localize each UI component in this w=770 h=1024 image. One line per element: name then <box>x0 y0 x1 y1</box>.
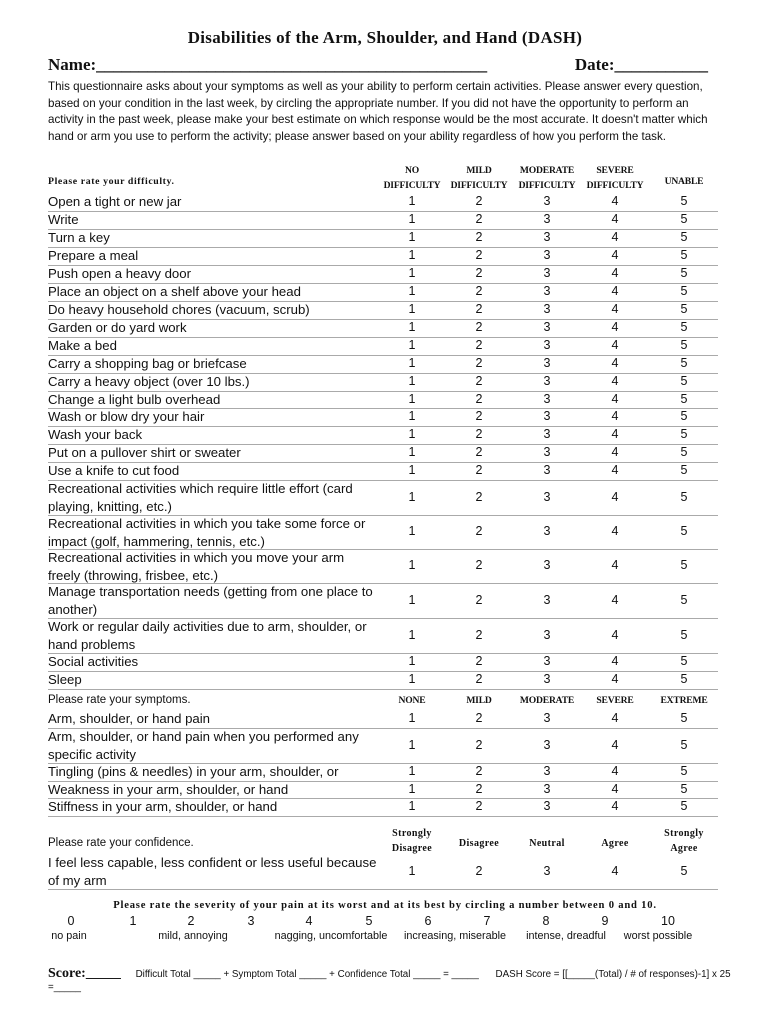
question-text: Weakness in your arm, shoulder, or hand <box>48 782 289 797</box>
column-header: SEVERE DIFFICULTY <box>586 165 644 191</box>
rating-option[interactable]: 1 <box>408 672 416 686</box>
column-header: MODERATE DIFFICULTY <box>518 165 576 191</box>
column-header: SEVERE <box>596 695 634 706</box>
question-text: Carry a heavy object (over 10 lbs.) <box>48 374 250 389</box>
rating-option[interactable]: 1 <box>408 737 416 752</box>
rating-option[interactable]: 1 <box>408 230 416 244</box>
rating-option[interactable]: 4 <box>611 463 619 477</box>
rating-option[interactable]: 3 <box>543 764 551 778</box>
rating-option[interactable]: 2 <box>475 391 483 406</box>
pain-scale-number[interactable]: 1 <box>129 914 137 928</box>
question-row <box>48 337 718 356</box>
rating-option[interactable]: 1 <box>408 764 416 778</box>
rating-option[interactable]: 5 <box>680 558 688 572</box>
rating-option[interactable]: 4 <box>611 799 619 813</box>
pain-scale-number[interactable]: 4 <box>305 914 313 928</box>
question-row <box>48 408 718 427</box>
question-row <box>48 391 718 409</box>
rating-option[interactable]: 3 <box>543 212 551 226</box>
question-text: I feel less capable, less confident or less useful because of my arm <box>48 855 377 888</box>
pain-scale-number[interactable]: 9 <box>601 914 609 928</box>
section-header <box>48 826 718 854</box>
question-text: Social activities <box>48 654 139 669</box>
rating-option[interactable]: 2 <box>475 266 483 280</box>
rating-option[interactable]: 4 <box>611 302 619 316</box>
rating-option[interactable]: 4 <box>611 248 619 262</box>
column-header: NONE <box>398 695 426 706</box>
question-row <box>48 480 718 516</box>
question-row <box>48 728 718 764</box>
question-row <box>48 193 718 212</box>
column-header: UNABLE <box>664 176 704 187</box>
rating-option[interactable]: 1 <box>408 489 416 504</box>
intro-paragraph: This questionnaire asks about your symptoms as well as your ability to perform certain activities. Please answer every question, based on your condition in the last week, by circling the appropriate number. If you did not have the opportunity to perform an activity in the past week, please make your best estimate on which response would be the most accurate. It doesn't matter which hand or arm you use to perform the activity; please answer based on your ability regardless of how you perform the task. <box>48 80 708 143</box>
pain-scale-number[interactable]: 2 <box>187 914 195 928</box>
question-text: Recreational activities in which you move your arm freely (throwing, frisbee, etc.) <box>48 550 345 583</box>
rating-option[interactable]: 5 <box>680 212 688 226</box>
column-header: EXTREME <box>660 695 708 706</box>
question-text: Turn a key <box>48 230 110 245</box>
rating-option[interactable]: 2 <box>475 212 483 226</box>
column-header: Strongly Agree <box>664 828 704 854</box>
question-text: Write <box>48 212 79 227</box>
rating-option[interactable]: 3 <box>543 409 551 423</box>
name-date-row <box>48 55 718 75</box>
rating-option[interactable]: 4 <box>611 374 619 388</box>
pain-scale-number[interactable]: 10 <box>661 914 675 928</box>
rating-option[interactable]: 3 <box>543 338 551 352</box>
question-text: Wash or blow dry your hair <box>48 409 205 424</box>
question-row <box>48 781 718 799</box>
pain-scale-number[interactable]: 3 <box>247 914 255 928</box>
rating-option[interactable]: 3 <box>543 284 551 298</box>
rating-option[interactable]: 1 <box>408 445 416 459</box>
rating-option[interactable]: 1 <box>408 627 416 642</box>
question-row <box>48 301 718 320</box>
rating-option[interactable]: 4 <box>611 194 619 208</box>
question-row <box>48 798 718 817</box>
pain-scale-descriptor: mild, annoying <box>158 930 228 942</box>
pain-scale-descriptor: no pain <box>51 930 87 942</box>
question-text: Arm, shoulder, or hand pain <box>48 711 211 726</box>
pain-scale-descriptor: increasing, miserable <box>403 930 507 942</box>
question-text: Tingling (pins & needles) in your arm, shoulder, or <box>48 764 339 779</box>
rating-option[interactable]: 2 <box>475 711 483 725</box>
rating-option[interactable]: 3 <box>543 302 551 316</box>
pain-scale-number[interactable]: 0 <box>67 914 75 928</box>
rating-option[interactable]: 4 <box>611 284 619 298</box>
question-row <box>48 247 718 266</box>
rating-option[interactable]: 5 <box>680 356 688 370</box>
rating-option[interactable]: 1 <box>408 781 416 796</box>
rating-option[interactable]: 2 <box>475 284 483 298</box>
question-row <box>48 653 718 672</box>
question-row <box>48 229 718 248</box>
rating-option[interactable]: 5 <box>680 863 688 878</box>
rating-option[interactable]: 5 <box>680 248 688 262</box>
question-row <box>48 444 718 463</box>
question-row <box>48 373 718 392</box>
question-row <box>48 763 718 782</box>
question-row <box>48 211 718 230</box>
rating-option[interactable]: 3 <box>543 356 551 370</box>
pain-scale-number[interactable]: 8 <box>542 914 550 928</box>
rating-option[interactable]: 1 <box>408 409 416 423</box>
column-header: Disagree <box>458 838 500 849</box>
column-header: Agree <box>601 838 629 849</box>
rating-option[interactable]: 2 <box>475 863 483 878</box>
rating-option[interactable]: 5 <box>680 737 688 752</box>
question-text: Push open a heavy door <box>48 266 191 281</box>
pain-question: Please rate the severity of your pain at its worst and at its best by circling a number between 0 and 10. <box>113 900 657 911</box>
question-row <box>48 583 718 619</box>
rating-option[interactable]: 4 <box>611 391 619 406</box>
rating-option[interactable]: 1 <box>408 463 416 477</box>
rating-option[interactable]: 3 <box>543 558 551 572</box>
rating-option[interactable]: 2 <box>475 356 483 370</box>
rating-option[interactable]: 3 <box>543 194 551 208</box>
rating-option[interactable]: 1 <box>408 524 416 538</box>
rating-option[interactable]: 5 <box>680 391 688 406</box>
rating-option[interactable]: 3 <box>543 592 551 607</box>
question-text: Recreational activities which require little effort (card playing, knitting, etc.) <box>48 481 353 514</box>
rating-option[interactable]: 3 <box>543 737 551 752</box>
rating-option[interactable]: 5 <box>680 654 688 668</box>
question-text: Work or regular daily activities due to arm, shoulder, or hand problems <box>48 619 367 652</box>
rating-option[interactable]: 4 <box>611 212 619 226</box>
rating-option[interactable]: 2 <box>475 194 483 208</box>
rating-option[interactable]: 5 <box>680 320 688 334</box>
rating-option[interactable]: 4 <box>611 654 619 668</box>
rating-option[interactable]: 4 <box>611 672 619 686</box>
rating-option[interactable]: 2 <box>475 302 483 316</box>
rating-option[interactable]: 2 <box>475 799 483 813</box>
rating-option[interactable]: 5 <box>680 409 688 423</box>
rating-option[interactable]: 1 <box>408 654 416 668</box>
rating-option[interactable]: 2 <box>475 320 483 334</box>
rating-option[interactable]: 5 <box>680 445 688 459</box>
rating-option[interactable]: 2 <box>475 781 483 796</box>
rating-option[interactable]: 2 <box>475 558 483 572</box>
rating-option[interactable]: 5 <box>680 524 688 538</box>
question-text: Arm, shoulder, or hand pain when you performed any specific activity <box>48 729 359 762</box>
rating-option[interactable]: 3 <box>543 248 551 262</box>
rating-option[interactable]: 3 <box>543 654 551 668</box>
rating-option[interactable]: 2 <box>475 764 483 778</box>
section-header <box>48 163 718 193</box>
rating-option[interactable]: 1 <box>408 194 416 208</box>
rating-option[interactable]: 5 <box>680 302 688 316</box>
pain-scale-number[interactable]: 6 <box>424 914 432 928</box>
question-row <box>48 265 718 284</box>
rating-option[interactable]: 2 <box>475 524 483 538</box>
rating-option[interactable]: 5 <box>680 711 688 725</box>
rating-option[interactable]: 5 <box>680 284 688 298</box>
pain-scale-number[interactable]: 7 <box>483 914 491 928</box>
rating-option[interactable]: 3 <box>543 524 551 538</box>
rating-option[interactable]: 2 <box>475 230 483 244</box>
rating-option[interactable]: 1 <box>408 248 416 262</box>
score-formula: Difficult Total _____ + Symptom Total _____ + Confidence Total _____ = _____ <box>135 969 479 980</box>
rating-option[interactable]: 5 <box>680 672 688 686</box>
question-text: Change a light bulb overhead <box>48 392 221 407</box>
question-text: Manage transportation needs (getting from one place to another) <box>48 584 373 617</box>
question-text: Do heavy household chores (vacuum, scrub) <box>48 302 310 317</box>
rating-option[interactable]: 3 <box>543 799 551 813</box>
rating-option[interactable]: 1 <box>408 391 416 406</box>
rating-option[interactable]: 3 <box>543 266 551 280</box>
rating-option[interactable]: 2 <box>475 338 483 352</box>
rating-option[interactable]: 1 <box>408 338 416 352</box>
question-row <box>48 854 718 890</box>
rating-option[interactable]: 4 <box>611 558 619 572</box>
rating-option[interactable]: 4 <box>611 524 619 538</box>
question-text: Carry a shopping bag or briefcase <box>48 356 247 371</box>
rating-option[interactable]: 3 <box>543 863 551 878</box>
rating-option[interactable]: 4 <box>611 711 619 725</box>
question-text: Open a tight or new jar <box>48 194 182 209</box>
rating-option[interactable]: 2 <box>475 427 483 441</box>
question-row <box>48 549 718 584</box>
rating-option[interactable]: 5 <box>680 374 688 388</box>
rating-option[interactable]: 3 <box>543 391 551 406</box>
rating-option[interactable]: 1 <box>408 266 416 280</box>
rating-option[interactable]: 1 <box>408 302 416 316</box>
rating-option[interactable]: 2 <box>475 248 483 262</box>
question-text: Sleep <box>48 672 82 687</box>
rating-option[interactable]: 3 <box>543 445 551 459</box>
rating-option[interactable]: 1 <box>408 863 416 878</box>
question-text: Place an object on a shelf above your head <box>48 284 301 299</box>
section-header <box>48 692 718 710</box>
rating-option[interactable]: 1 <box>408 799 416 813</box>
column-header: Strongly Disagree <box>391 828 433 854</box>
rating-option[interactable]: 1 <box>408 427 416 441</box>
question-row <box>48 618 718 654</box>
column-header: MILD DIFFICULTY <box>450 165 508 191</box>
rating-option[interactable]: 1 <box>408 592 416 607</box>
rating-option[interactable]: 1 <box>408 284 416 298</box>
rating-option[interactable]: 5 <box>680 230 688 244</box>
form-title: Disabilities of the Arm, Shoulder, and Hand (DASH) <box>187 28 583 47</box>
rating-option[interactable]: 3 <box>543 320 551 334</box>
pain-scale-number[interactable]: 5 <box>365 914 373 928</box>
rating-option[interactable]: 4 <box>611 737 619 752</box>
rating-option[interactable]: 4 <box>611 338 619 352</box>
score-row <box>48 966 738 993</box>
rating-option[interactable]: 2 <box>475 654 483 668</box>
rating-option[interactable]: 4 <box>611 592 619 607</box>
rating-option[interactable]: 5 <box>680 592 688 607</box>
rating-option[interactable]: 5 <box>680 781 688 796</box>
rating-option[interactable]: 4 <box>611 409 619 423</box>
rating-option[interactable]: 5 <box>680 194 688 208</box>
rating-option[interactable]: 4 <box>611 320 619 334</box>
rating-option[interactable]: 3 <box>543 672 551 686</box>
rating-option[interactable]: 4 <box>611 427 619 441</box>
rating-option[interactable]: 4 <box>611 445 619 459</box>
rating-option[interactable]: 2 <box>475 672 483 686</box>
rating-option[interactable]: 3 <box>543 427 551 441</box>
rating-option[interactable]: 4 <box>611 627 619 642</box>
question-row <box>48 671 718 690</box>
rating-option[interactable]: 3 <box>543 489 551 504</box>
rating-option[interactable]: 3 <box>543 711 551 725</box>
question-row <box>48 319 718 338</box>
rating-option[interactable]: 3 <box>543 781 551 796</box>
date-field-label[interactable]: Date:___________ <box>574 55 708 74</box>
pain-scale-descriptor: worst possible <box>623 930 693 942</box>
question-row <box>48 515 718 550</box>
rating-option[interactable]: 3 <box>543 230 551 244</box>
rating-option[interactable]: 2 <box>475 374 483 388</box>
rating-option[interactable]: 4 <box>611 764 619 778</box>
question-text: Wash your back <box>48 427 143 442</box>
question-text: Make a bed <box>48 338 117 353</box>
rating-option[interactable]: 1 <box>408 374 416 388</box>
rating-option[interactable]: 1 <box>408 711 416 725</box>
rating-option[interactable]: 5 <box>680 764 688 778</box>
rating-option[interactable]: 5 <box>680 427 688 441</box>
rating-option[interactable]: 4 <box>611 230 619 244</box>
rating-option[interactable]: 5 <box>680 489 688 504</box>
rating-option[interactable]: 2 <box>475 737 483 752</box>
rating-option[interactable]: 5 <box>680 463 688 477</box>
rating-option[interactable]: 5 <box>680 338 688 352</box>
column-header: NO DIFFICULTY <box>383 165 441 191</box>
question-row <box>48 710 718 729</box>
rating-option[interactable]: 2 <box>475 463 483 477</box>
dash-formula: DASH Score = [[_____(Total) / # of responses)-1] x 25 =_____ <box>48 969 731 993</box>
section-label: Please rate your confidence. <box>48 837 194 849</box>
pain-scale-descriptor: intense, dreadful <box>526 930 606 942</box>
rating-option[interactable]: 4 <box>611 489 619 504</box>
question-text: Put on a pullover shirt or sweater <box>48 445 241 460</box>
section-label: Please rate your difficulty. <box>48 176 175 187</box>
rating-option[interactable]: 1 <box>408 212 416 226</box>
rating-option[interactable]: 4 <box>611 781 619 796</box>
question-row <box>48 355 718 374</box>
rating-option[interactable]: 4 <box>611 863 619 878</box>
column-header: MILD <box>466 695 492 706</box>
rating-option[interactable]: 5 <box>680 627 688 642</box>
pain-scale-descriptor: nagging, uncomfortable <box>274 930 388 942</box>
rating-option[interactable]: 1 <box>408 356 416 370</box>
column-header: Neutral <box>529 838 565 849</box>
score-label: Score:_____ <box>48 966 121 981</box>
question-text: Use a knife to cut food <box>48 463 180 478</box>
rating-option[interactable]: 3 <box>543 627 551 642</box>
rating-option[interactable]: 4 <box>611 266 619 280</box>
rating-option[interactable]: 3 <box>543 374 551 388</box>
question-text: Garden or do yard work <box>48 320 187 335</box>
question-text: Recreational activities in which you take some force or impact (golf, hammering, tennis, etc.) <box>48 516 366 549</box>
name-field-label[interactable]: Name:______________________________________________ <box>48 55 488 74</box>
rating-option[interactable]: 5 <box>680 799 688 813</box>
rating-option[interactable]: 1 <box>408 558 416 572</box>
rating-option[interactable]: 2 <box>475 489 483 504</box>
rating-option[interactable]: 1 <box>408 320 416 334</box>
column-header: MODERATE <box>519 695 575 706</box>
rating-option[interactable]: 3 <box>543 463 551 477</box>
question-text: Stiffness in your arm, shoulder, or hand <box>48 799 278 814</box>
rating-option[interactable]: 2 <box>475 409 483 423</box>
question-text: Prepare a meal <box>48 248 139 263</box>
rating-option[interactable]: 2 <box>475 445 483 459</box>
rating-option[interactable]: 5 <box>680 266 688 280</box>
rating-option[interactable]: 2 <box>475 627 483 642</box>
question-row <box>48 426 718 445</box>
question-row <box>48 283 718 302</box>
question-row <box>48 462 718 481</box>
rating-option[interactable]: 4 <box>611 356 619 370</box>
rating-option[interactable]: 2 <box>475 592 483 607</box>
section-label: Please rate your symptoms. <box>48 694 191 706</box>
